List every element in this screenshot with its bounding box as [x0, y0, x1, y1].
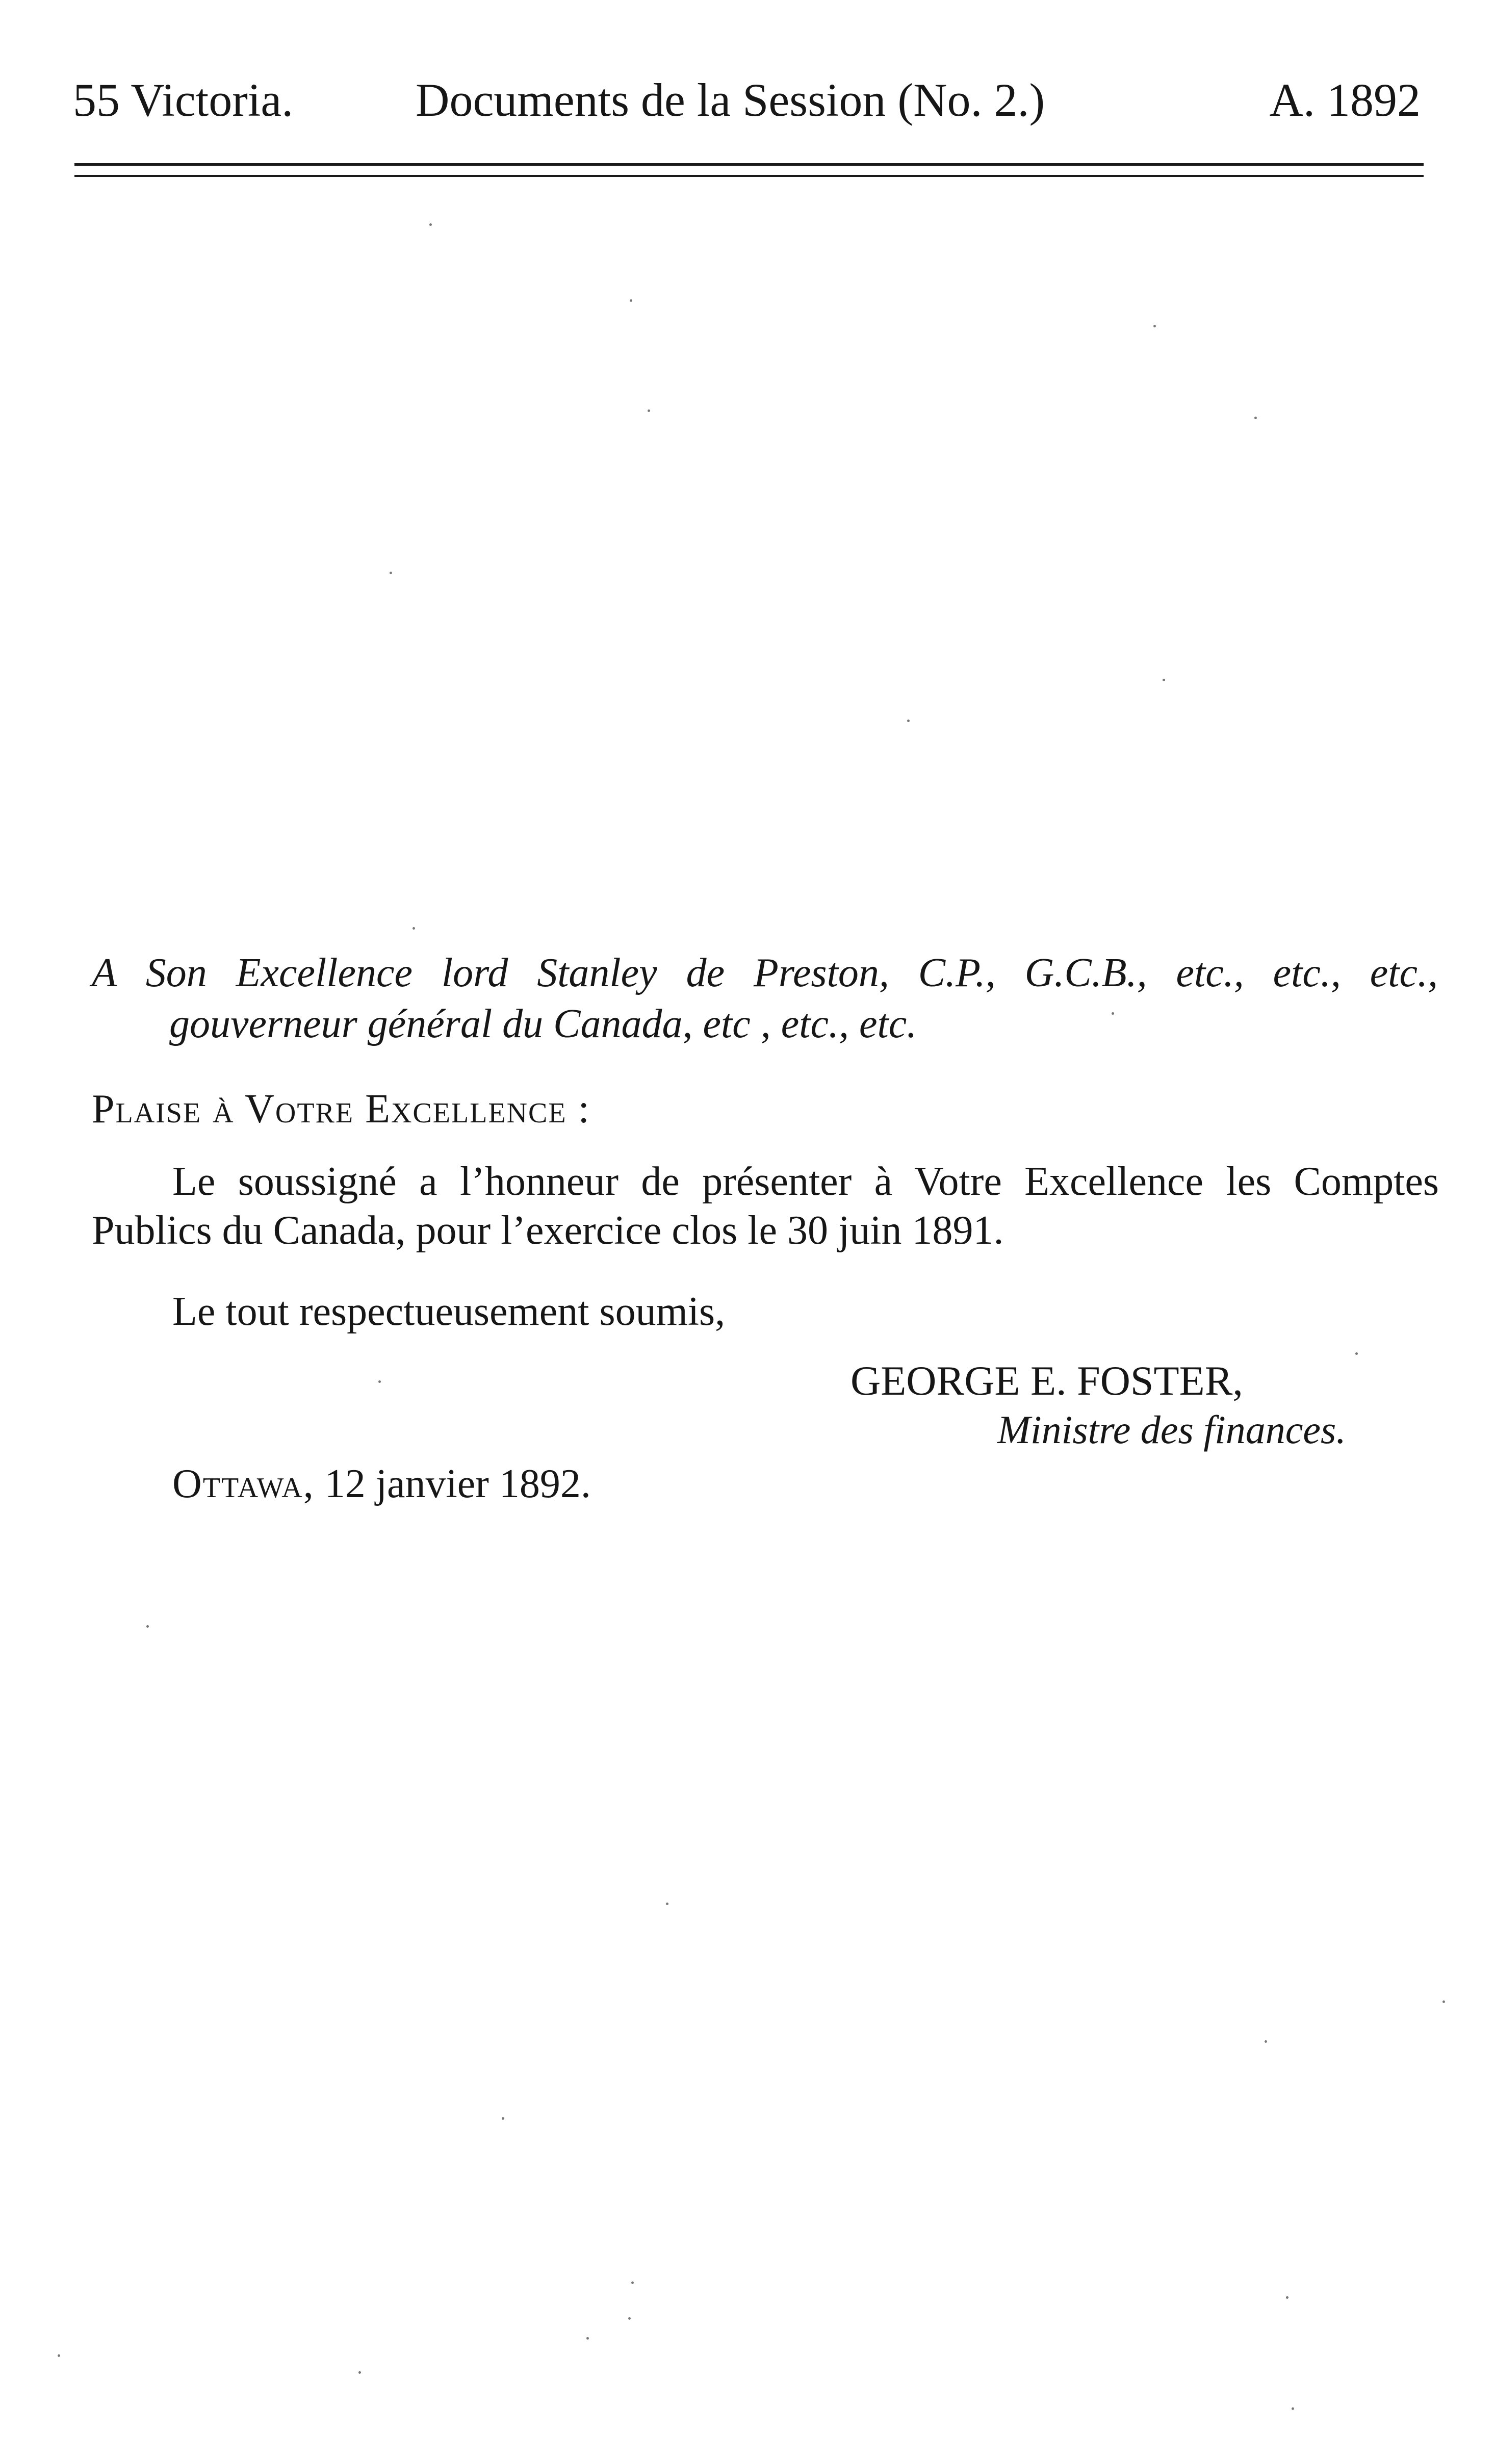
- scan-speck: [146, 1625, 149, 1628]
- address-word: Excellence: [236, 951, 413, 995]
- header-document-title: Documents de la Session (No. 2.): [416, 74, 1045, 126]
- address-word: etc.,: [1176, 951, 1244, 995]
- scan-speck: [1286, 2296, 1288, 2299]
- scan-speck: [390, 572, 392, 574]
- address-word: Preston,: [753, 951, 889, 995]
- place-and-date: [172, 1461, 591, 1506]
- scan-speck: [502, 2117, 504, 2120]
- salutation: Plaise à Votre Excellence :: [92, 1087, 590, 1132]
- scan-speck: [413, 927, 415, 930]
- scan-speck: [429, 223, 432, 226]
- scan-speck: [648, 409, 650, 412]
- header-year: A. 1892: [1269, 74, 1421, 126]
- address-word: lord: [441, 951, 508, 995]
- scan-speck: [631, 2281, 634, 2284]
- scan-speck: [1163, 679, 1165, 681]
- header-regnal-year: 55 Victoria.: [73, 74, 294, 126]
- scan-speck: [1442, 2000, 1445, 2003]
- scan-speck: [1355, 1352, 1358, 1355]
- date: 12 janvier 1892.: [324, 1461, 591, 1506]
- scan-speck: [630, 299, 632, 302]
- closing-formula: Le tout respectueusement soumis,: [172, 1289, 726, 1334]
- address-line-2: gouverneur général du Canada, etc , etc., etc.: [169, 1002, 917, 1046]
- scan-speck: [1292, 2407, 1294, 2410]
- address-word: G.C.B.,: [1024, 951, 1147, 995]
- body-paragraph-line-1: Le soussigné a l’honneur de présenter à Votre Excellence les Comptes: [172, 1159, 1439, 1204]
- address-word: C.P.,: [918, 951, 996, 995]
- address-word: etc.,: [1370, 951, 1438, 995]
- scan-speck: [666, 1903, 668, 1905]
- body-paragraph-line-2: Publics du Canada, pour l’exercice clos le 30 juin 1891.: [92, 1208, 1004, 1253]
- address-word: A: [92, 951, 117, 995]
- scan-speck: [1153, 325, 1156, 327]
- header-rule-bottom: [74, 175, 1424, 177]
- place-name: Ottawa,: [172, 1461, 315, 1506]
- scan-speck: [378, 1380, 381, 1383]
- address-word: etc.,: [1273, 951, 1341, 995]
- scan-speck: [628, 2317, 631, 2320]
- header-rule-top: [74, 163, 1424, 166]
- scan-speck: [1112, 1012, 1114, 1015]
- scan-speck: [586, 2337, 589, 2340]
- scan-speck: [907, 720, 910, 722]
- scan-speck: [58, 2354, 60, 2357]
- scan-speck: [1254, 417, 1257, 419]
- address-word: Stanley: [537, 951, 657, 995]
- scan-speck: [358, 2371, 361, 2374]
- address-word: Son: [145, 951, 207, 995]
- signatory-title: Ministre des finances.: [997, 1407, 1346, 1452]
- signatory-name: GEORGE E. FOSTER,: [850, 1357, 1243, 1404]
- scan-speck: [1265, 2040, 1267, 2043]
- address-line-1: [92, 953, 1438, 993]
- address-word: de: [686, 951, 725, 995]
